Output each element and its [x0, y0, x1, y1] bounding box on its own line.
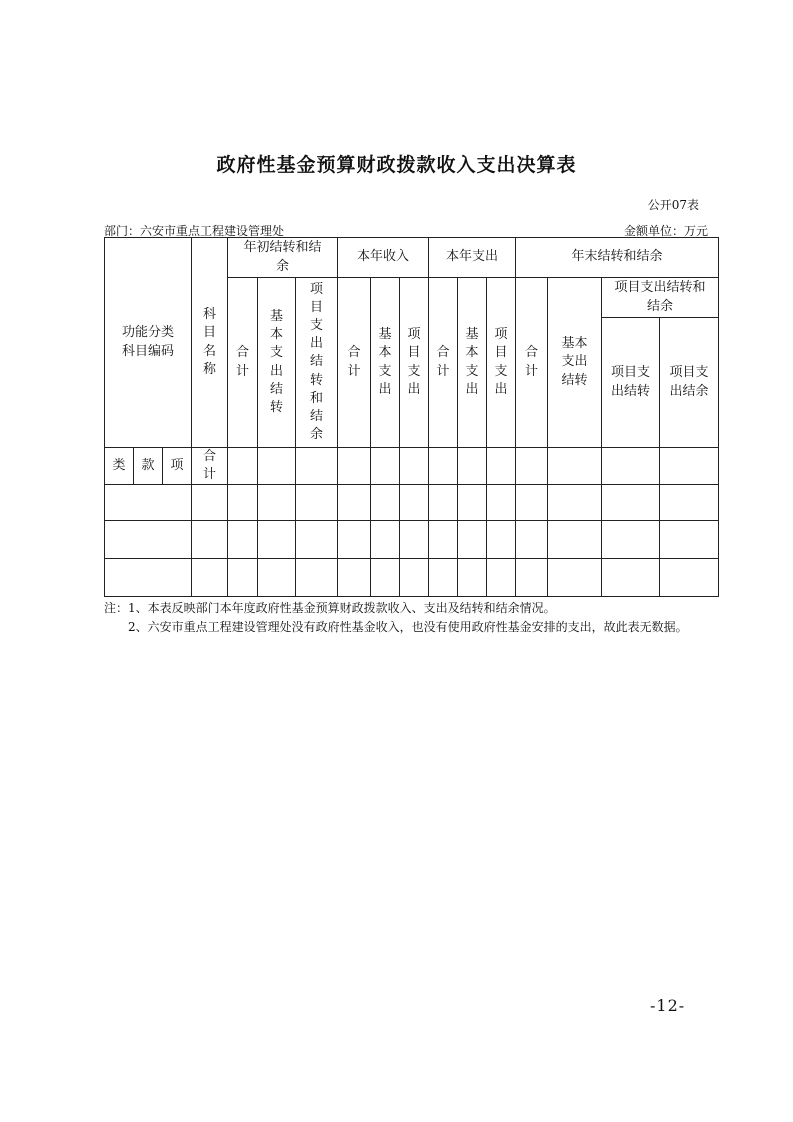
table-cell: [660, 448, 719, 485]
table-cell: [400, 521, 429, 559]
table-cell: [602, 485, 660, 521]
table-row: [105, 521, 719, 559]
end-project-carry-header: 项目支出结转: [602, 318, 660, 448]
table-cell: [516, 521, 548, 559]
table-cell: [548, 559, 602, 597]
table-cell: [228, 448, 258, 485]
table-cell: [371, 448, 400, 485]
table-cell: [338, 485, 371, 521]
end-total-header: 合计: [516, 278, 548, 448]
table-cell: [602, 448, 660, 485]
table-cell: [487, 485, 516, 521]
department-label: 部门：六安市重点工程建设管理处: [104, 224, 285, 238]
table-cell: [296, 521, 338, 559]
table-cell: [371, 485, 400, 521]
expense-project-header: 项目支出: [487, 278, 516, 448]
table-cell: [429, 559, 458, 597]
table-cell: [296, 485, 338, 521]
total-row-label: 合计: [192, 448, 228, 485]
table-cell: [258, 559, 296, 597]
note-1: 注：1、本表反映部门本年度政府性基金预算财政拨款收入、支出及结转和结余情况。: [104, 601, 556, 615]
func-code-header: 功能分类科目编码: [105, 238, 192, 448]
table-cell: [228, 521, 258, 559]
table-cell: [458, 448, 487, 485]
table-cell: [548, 448, 602, 485]
note-2: 2、六安市重点工程建设管理处没有政府性基金收入，也没有使用政府性基金安排的支出，故此表无数据。: [128, 620, 688, 634]
table-cell: [516, 448, 548, 485]
table-cell: [516, 485, 548, 521]
table-cell: [429, 448, 458, 485]
expense-basic-header: 基本支出: [458, 278, 487, 448]
table-cell: [458, 485, 487, 521]
begin-balance-header: 年初结转和结余: [228, 238, 338, 278]
xiang-header: 项: [163, 448, 192, 485]
table-cell: [429, 485, 458, 521]
begin-project-header: 项目支出结转和结余: [296, 278, 338, 448]
table-cell: [258, 521, 296, 559]
table-cell: [487, 559, 516, 597]
table-cell: [228, 485, 258, 521]
table-cell: [105, 559, 192, 597]
table-cell: [660, 521, 719, 559]
expense-total-header: 合计: [429, 278, 458, 448]
table-cell: [487, 448, 516, 485]
end-basic-header: 基本支出结转: [548, 278, 602, 448]
table-cell: [548, 521, 602, 559]
end-project-surplus-header: 项目支出结余: [660, 318, 719, 448]
amount-unit-label: 金额单位：万元: [623, 224, 708, 238]
table-cell: [296, 448, 338, 485]
end-balance-header: 年末结转和结余: [516, 238, 719, 278]
table-cell: [371, 521, 400, 559]
begin-total-header: 合计: [228, 278, 258, 448]
expense-header: 本年支出: [429, 238, 516, 278]
table-cell: [400, 485, 429, 521]
table-row: [105, 559, 719, 597]
table-cell: [660, 485, 719, 521]
table-cell: [228, 559, 258, 597]
table-row: [105, 485, 719, 521]
form-number: 公开07表: [647, 198, 699, 212]
table-notes: [104, 599, 724, 637]
table-cell: [338, 559, 371, 597]
table-cell: [338, 521, 371, 559]
table-cell: [429, 521, 458, 559]
table-cell: [338, 448, 371, 485]
table-cell: [258, 485, 296, 521]
table-cell: [458, 559, 487, 597]
subject-name-header: 科目名称: [192, 238, 228, 448]
page-number: -12-: [650, 996, 686, 1015]
table-cell: [400, 448, 429, 485]
income-header: 本年收入: [338, 238, 429, 278]
begin-basic-header: 基本支出结转: [258, 278, 296, 448]
income-total-header: 合计: [338, 278, 371, 448]
table-cell: [458, 521, 487, 559]
table-cell: [602, 559, 660, 597]
table-cell: [105, 485, 192, 521]
table-cell: [258, 448, 296, 485]
table-cell: [371, 559, 400, 597]
page-title: 政府性基金预算财政拨款收入支出决算表: [216, 154, 577, 176]
table-cell: [192, 559, 228, 597]
income-project-header: 项目支出: [400, 278, 429, 448]
table-cell: [192, 485, 228, 521]
table-cell: [487, 521, 516, 559]
budget-table: [104, 237, 719, 597]
kuan-header: 款: [134, 448, 163, 485]
lei-header: 类: [105, 448, 134, 485]
table-cell: [548, 485, 602, 521]
end-project-header: 项目支出结转和结余: [602, 278, 719, 318]
income-basic-header: 基本支出: [371, 278, 400, 448]
table-cell: [296, 559, 338, 597]
table-cell: [516, 559, 548, 597]
table-cell: [602, 521, 660, 559]
table-cell: [192, 521, 228, 559]
table-cell: [400, 559, 429, 597]
table-cell: [660, 559, 719, 597]
table-cell: [105, 521, 192, 559]
